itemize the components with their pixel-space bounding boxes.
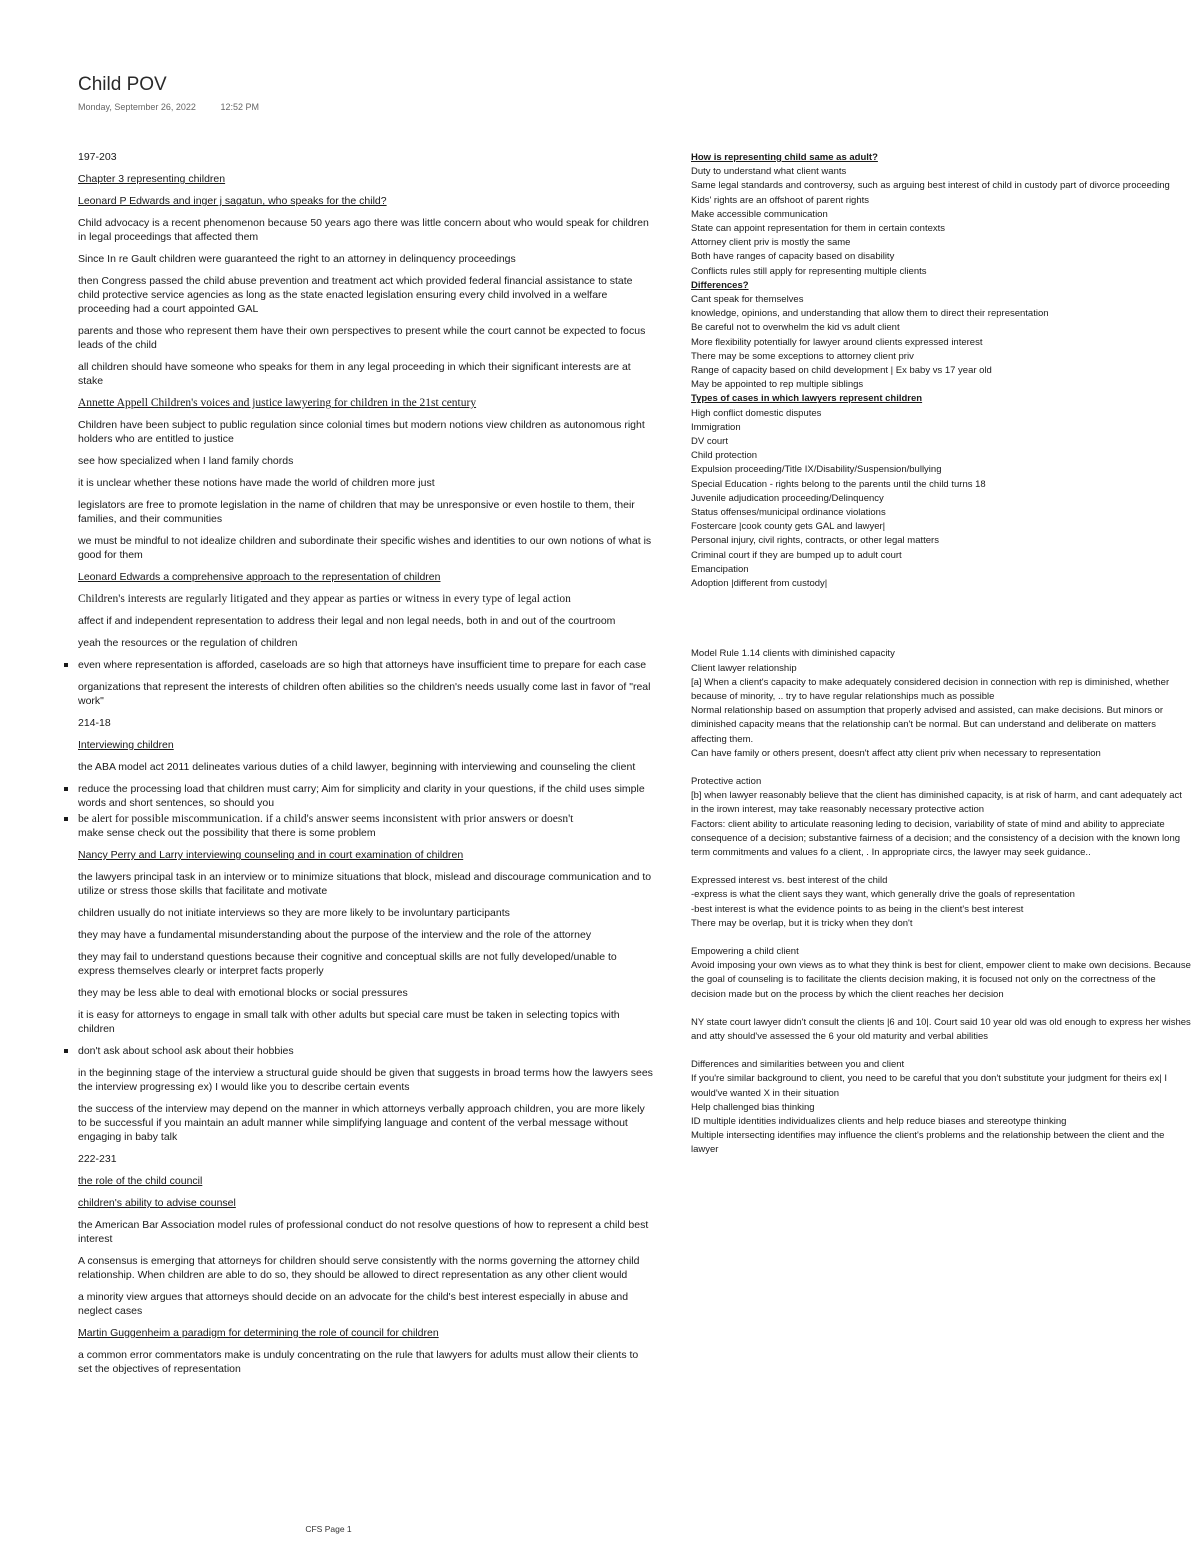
case-type: DV court [691, 436, 728, 448]
section-heading: Types of cases in which lawyers represent children [691, 393, 923, 405]
note-paragraph: a common error commentators make is unduly concentrating on the rule that lawyers for adults must allow their clients to set the objectives of representation [78, 1349, 639, 1375]
note-paragraph: make sense check out the possibility that there is some problem [78, 827, 376, 839]
note-line: -express is what the client says they want, which generally drive the goals of representation [691, 889, 1075, 901]
spacer [691, 1044, 1191, 1058]
note-line: Be careful not to overwhelm the kid vs adult client [691, 322, 900, 334]
note-paragraph: it is easy for attorneys to engage in small talk with other adults but special care must be taken in selecting topics with children [78, 1009, 620, 1035]
note-paragraph: they may be less able to deal with emotional blocks or social pressures [78, 987, 408, 999]
page-range: 197-203 [78, 151, 117, 163]
note-line: Protective action [691, 775, 762, 787]
section-heading: Martin Guggenheim a paradigm for determining the role of council for children [78, 1327, 439, 1339]
note-paragraph: parents and those who represent them have their own perspectives to present while the court cannot be expected to focus leads of the child [78, 325, 646, 351]
section-heading: How is representing child same as adult? [691, 152, 878, 163]
note-paragraph: then Congress passed the child abuse prevention and treatment act which provided federal financial assistance to state child protective service agencies as long as the state enacted legislation ensuring every child involved in a welfare proceeding had a court appointed GAL [78, 275, 633, 315]
note-line: Duty to understand what client wants [691, 166, 847, 178]
note-line: Help challenged bias thinking [691, 1101, 815, 1113]
bullet-text-serif: be alert for possible miscommunication. if a child's answer seems inconsistent with prior answers or doesn't [78, 813, 574, 825]
note-line: [b] when lawyer reasonably believe that the client has diminished capacity, is at risk of harm, and cant adequately act in the irown interest, may take reasonably necessary protective action [691, 790, 1182, 816]
bullet-item: don't ask about school ask about their hobbies [78, 1044, 654, 1058]
note-line: Model Rule 1.14 clients with diminished capacity [691, 648, 895, 660]
page-range: 222-231 [78, 1153, 117, 1165]
section-heading: Annette Appell Children's voices and justice lawyering for children in the 21st century [78, 397, 477, 409]
spacer [691, 761, 1191, 775]
note-paragraph: the success of the interview may depend on the manner in which attorneys verbally approach children, you are more likely to be successful if you maintain an adult manner while simplifying language and content of the verbal message without engaging in baby talk [78, 1103, 645, 1143]
note-paragraph: the American Bar Association model rules of professional conduct do not resolve questions of how to represent a child best interest [78, 1219, 649, 1245]
section-heading: Chapter 3 representing children [78, 173, 226, 185]
case-type: Immigration [691, 421, 741, 433]
spacer [691, 860, 1191, 874]
note-line: If you're similar background to client, you need to be careful that you don't substitute your judgment for theirs ex| I would've wanted X in their situation [691, 1073, 1168, 1099]
note-line: More flexibility potentially for lawyer around clients expressed interest [691, 336, 983, 348]
note-line: There may be some exceptions to attorney client priv [691, 350, 914, 362]
note-line: Both have ranges of capacity based on disability [691, 251, 895, 263]
section-heading: Interviewing children [78, 739, 174, 751]
note-paragraph: the lawyers principal task in an interview or to minimize situations that block, mislead and discourage communication and to utilize or stress those skills that facilitate and motivate [78, 871, 652, 897]
note-paragraph: in the beginning stage of the interview a structural guide should be given that suggests in broad terms how the lawyers sees the interview progressing ex) I would like you to describe certain events [78, 1067, 653, 1093]
note-line: Can have family or others present, doesn't affect atty client priv when necessary to representation [691, 747, 1101, 759]
section-heading: Leonard Edwards a comprehensive approach to the representation of children [78, 571, 441, 583]
note-line: Attorney client priv is mostly the same [691, 237, 851, 249]
note-line: Conflicts rules still apply for representing multiple clients [691, 265, 927, 277]
bullet-item: reduce the processing load that children must carry; Aim for simplicity and clarity in your questions, if the child uses simple words and short sentences, so should you [78, 782, 654, 810]
note-line: -best interest is what the evidence points to as being in the client's best interest [691, 903, 1024, 915]
note-paragraph: legislators are free to promote legislation in the name of children that may be unresponsive or even hostile to them, their families, and their communities [78, 499, 635, 525]
note-line: NY state court lawyer didn't consult the clients |6 and 10|. Court said 10 year old was old enough to express her wishes and atty should've assessed the 6 your old maturity and verbal abilities [691, 1016, 1191, 1042]
bullet-item: even where representation is afforded, caseloads are so high that attorneys have insufficient time to prepare for each case [78, 658, 654, 672]
case-type: High conflict domestic disputes [691, 407, 822, 419]
note-line: State can appoint representation for them in certain contexts [691, 223, 946, 235]
spacer [691, 1002, 1191, 1016]
case-type: Adoption |different from custody| [691, 578, 828, 590]
note-paragraph: A consensus is emerging that attorneys for children should serve consistently with the norms governing the attorney child relationship. When children are able to do so, they should be allowed to direct representation as any other client would [78, 1255, 640, 1281]
note-line: There may be overlap, but it is tricky when they don't [691, 917, 913, 929]
section-heading: Nancy Perry and Larry interviewing counseling and in court examination of children [78, 849, 464, 861]
note-line: Client lawyer relationship [691, 662, 797, 674]
note-line: Make accessible communication [691, 208, 828, 220]
note-line: [a] When a client's capacity to make adequately considered decision in connection with rep is diminished, whether because of minority, .. try to have regular relationships much as possible [691, 676, 1170, 702]
note-line: Kids' rights are an offshoot of parent rights [691, 194, 870, 206]
note-line: ID multiple identities individualizes clients and help reduce biases and stereotype thinking [691, 1115, 1067, 1127]
section-heading: Differences? [691, 279, 749, 291]
bullet-item [78, 812, 654, 826]
note-line: Avoid imposing your own views as to what they think is best for client, empower client to make own decisions. Because the goal of counseling is to facilitate the clients decision making, it is focused not only on the correctness of the decision made but on the process by which the client reaches her decision [691, 960, 1191, 1000]
case-type: Expulsion proceeding/Title IX/Disability/Suspension/bullying [691, 464, 942, 476]
note-paragraph: the ABA model act 2011 delineates various duties of a child lawyer, beginning with interviewing and counseling the client [78, 761, 636, 773]
left-column [78, 150, 654, 1384]
note-paragraph: children usually do not initiate interviews so they are more likely to be involuntary participants [78, 907, 510, 919]
note-paragraph: Children's interests are regularly litigated and they appear as parties or witness in every type of legal action [78, 593, 571, 605]
spacer [691, 931, 1191, 945]
page-title: Child POV [78, 74, 167, 95]
case-type: Personal injury, civil rights, contracts, or other legal matters [691, 535, 939, 547]
page-meta [78, 102, 281, 112]
note-paragraph: a minority view argues that attorneys should decide on an advocate for the child's best interest especially in abuse and neglect cases [78, 1291, 629, 1317]
page-range: 214-18 [78, 717, 111, 729]
page-footer: CFS Page 1 [305, 1524, 352, 1534]
note-paragraph: see how specialized when I land family chords [78, 455, 294, 467]
case-type: Criminal court if they are bumped up to adult court [691, 549, 902, 561]
page-date: Monday, September 26, 2022 [78, 102, 196, 112]
note-line: Differences and similarities between you and client [691, 1059, 905, 1071]
note-paragraph: organizations that represent the interests of children often abilities so the children's needs usually come last in favor of "real work" [78, 681, 651, 707]
note-paragraph: they may have a fundamental misunderstanding about the purpose of the interview and the role of the attorney [78, 929, 592, 941]
case-type: Child protection [691, 450, 758, 462]
case-type: Status offenses/municipal ordinance violations [691, 507, 886, 519]
case-type: Special Education - rights belong to the parents until the child turns 18 [691, 478, 986, 490]
right-column [691, 151, 1191, 1158]
note-line: Same legal standards and controversy, such as arguing best interest of child in custody part of divorce proceeding [691, 180, 1170, 192]
note-line: Cant speak for themselves [691, 294, 804, 306]
note-paragraph: yeah the resources or the regulation of children [78, 637, 298, 649]
note-line: knowledge, opinions, and understanding that allow them to direct their representation [691, 308, 1049, 320]
section-heading: the role of the child council [78, 1175, 203, 1187]
page-time: 12:52 PM [220, 102, 259, 112]
note-paragraph: affect if and independent representation to address their legal and non legal needs, both in and out of the courtroom [78, 615, 616, 627]
note-line: May be appointed to rep multiple siblings [691, 379, 864, 391]
note-line: Normal relationship based on assumption that properly advised and assisted, can make decisions. But minors or diminished capacity means that the relationship can't be normal. But can understand and deliberate on matters affecting them. [691, 705, 1164, 745]
note-paragraph: Children have been subject to public regulation since colonial times but modern notions view children as autonomous right holders who are entitled to justice [78, 419, 645, 445]
note-line: Expressed interest vs. best interest of the child [691, 875, 888, 887]
note-line: Multiple intersecting identifies may influence the client's problems and the relationship between the client and the lawyer [691, 1130, 1165, 1156]
note-paragraph: Child advocacy is a recent phenomenon because 50 years ago there was little concern about who would speak for children in legal proceedings that affected them [78, 217, 649, 243]
note-paragraph: we must be mindful to not idealize children and subordinate their specific wishes and identities to our own notions of what is good for them [78, 535, 652, 561]
spacer [691, 591, 1191, 647]
case-type: Juvenile adjudication proceeding/Delinquency [691, 492, 884, 504]
note-line: Factors: client ability to articulate reasoning leding to decision, variability of state of mind and ability to appreciate consequence of a decision; substantive fairness of a decision; and the consistency of a decision with the known long term commitments and values fo a client, . In appropriate circs, the lawyer may seek guidance.. [691, 818, 1181, 858]
note-paragraph: they may fail to understand questions because their cognitive and conceptual skills are not fully developed/unable to express themselves clearly or interpret facts properly [78, 951, 617, 977]
case-type: Emancipation [691, 563, 749, 575]
case-type: Fostercare |cook county gets GAL and lawyer| [691, 521, 886, 533]
note-paragraph: it is unclear whether these notions have made the world of children more just [78, 477, 435, 489]
section-heading: children's ability to advise counsel [78, 1197, 236, 1209]
note-paragraph: Since In re Gault children were guaranteed the right to an attorney in delinquency proceedings [78, 253, 516, 265]
section-heading: Leonard P Edwards and inger j sagatun, who speaks for the child? [78, 195, 387, 207]
note-paragraph: all children should have someone who speaks for them in any legal proceeding in which their significant interests are at stake [78, 361, 631, 387]
note-line: Empowering a child client [691, 945, 799, 957]
note-line: Range of capacity based on child development | Ex baby vs 17 year old [691, 365, 992, 377]
